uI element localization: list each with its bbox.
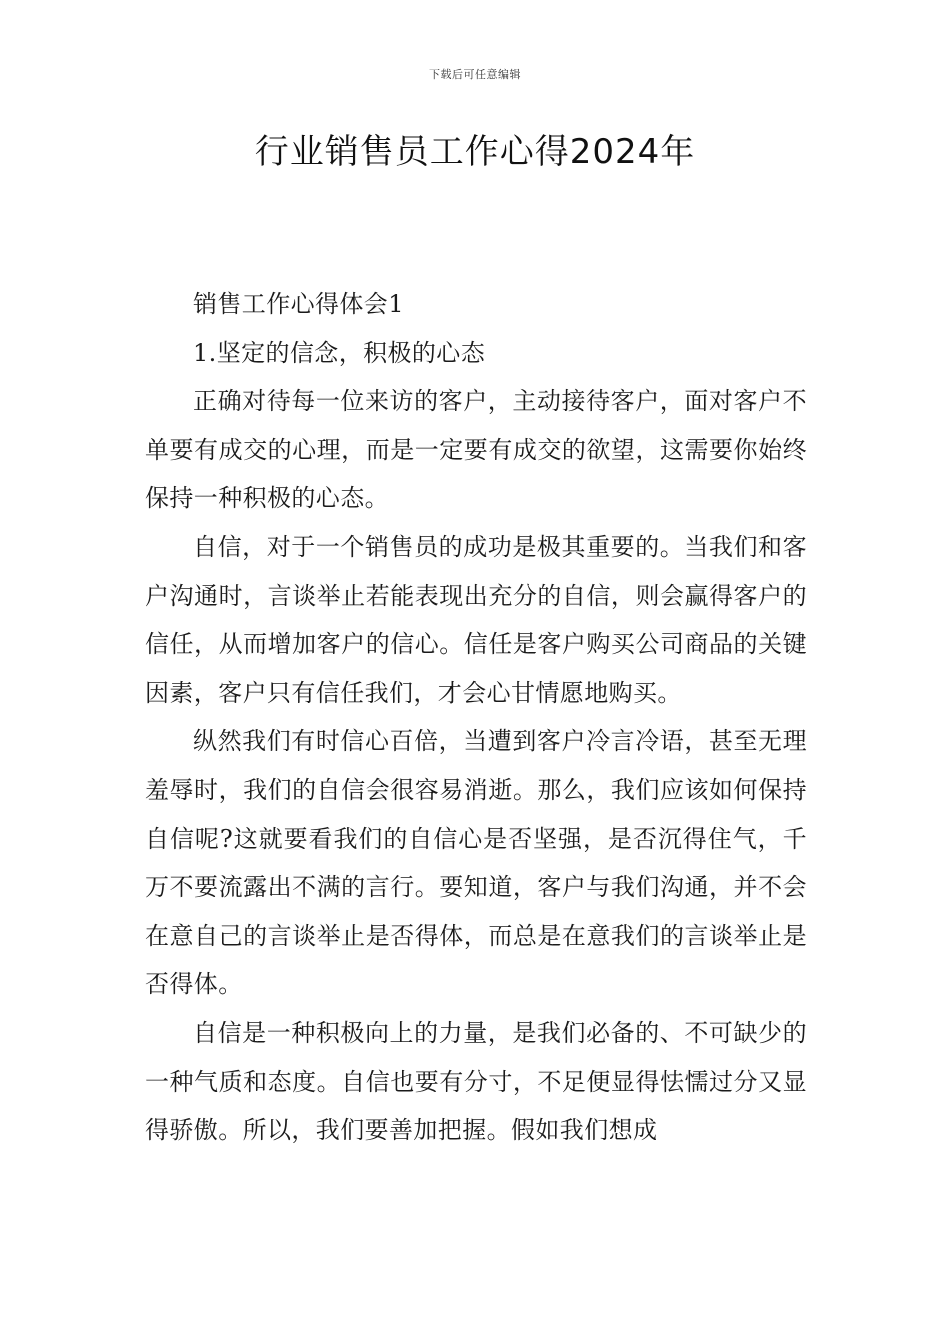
header-note: 下载后可任意编辑 xyxy=(429,68,521,81)
section-heading: 销售工作心得体会1 xyxy=(193,290,404,318)
paragraph: 自信是一种积极向上的力量，是我们必备的、不可缺少的一种气质和态度。自信也要有分寸，不足便显得怯懦过分又显得骄傲。所以，我们要善加把握。假如我们想成 xyxy=(145,1018,807,1145)
subheading: 1.坚定的信念，积极的心态 xyxy=(193,338,486,367)
document-title: 行业销售员工作心得2024年 xyxy=(254,132,696,172)
paragraph: 自信，对于一个销售员的成功是极其重要的。当我们和客户沟通时，言谈举止若能表现出充分的自信，则会赢得客户的信任，从而增加客户的信心。信任是客户购买公司商品的关键因素，客户只有信任我们，才会心甘情愿地购买。 xyxy=(145,532,807,707)
paragraph: 纵然我们有时信心百倍，当遭到客户冷言冷语，甚至无理羞辱时，我们的自信会很容易消逝。那么，我们应该如何保持自信呢?这就要看我们的自信心是否坚强，是否沉得住气，千万不要流露出不满的言行。要知道，客户与我们沟通，并不会在意自己的言谈举止是否得体，而总是在意我们的言谈举止是否得体。 xyxy=(145,727,807,999)
document-body xyxy=(145,280,807,1155)
paragraph: 正确对待每一位来访的客户，主动接待客户，面对客户不单要有成交的心理，而是一定要有成交的欲望，这需要你始终保持一种积极的心态。 xyxy=(145,387,807,513)
